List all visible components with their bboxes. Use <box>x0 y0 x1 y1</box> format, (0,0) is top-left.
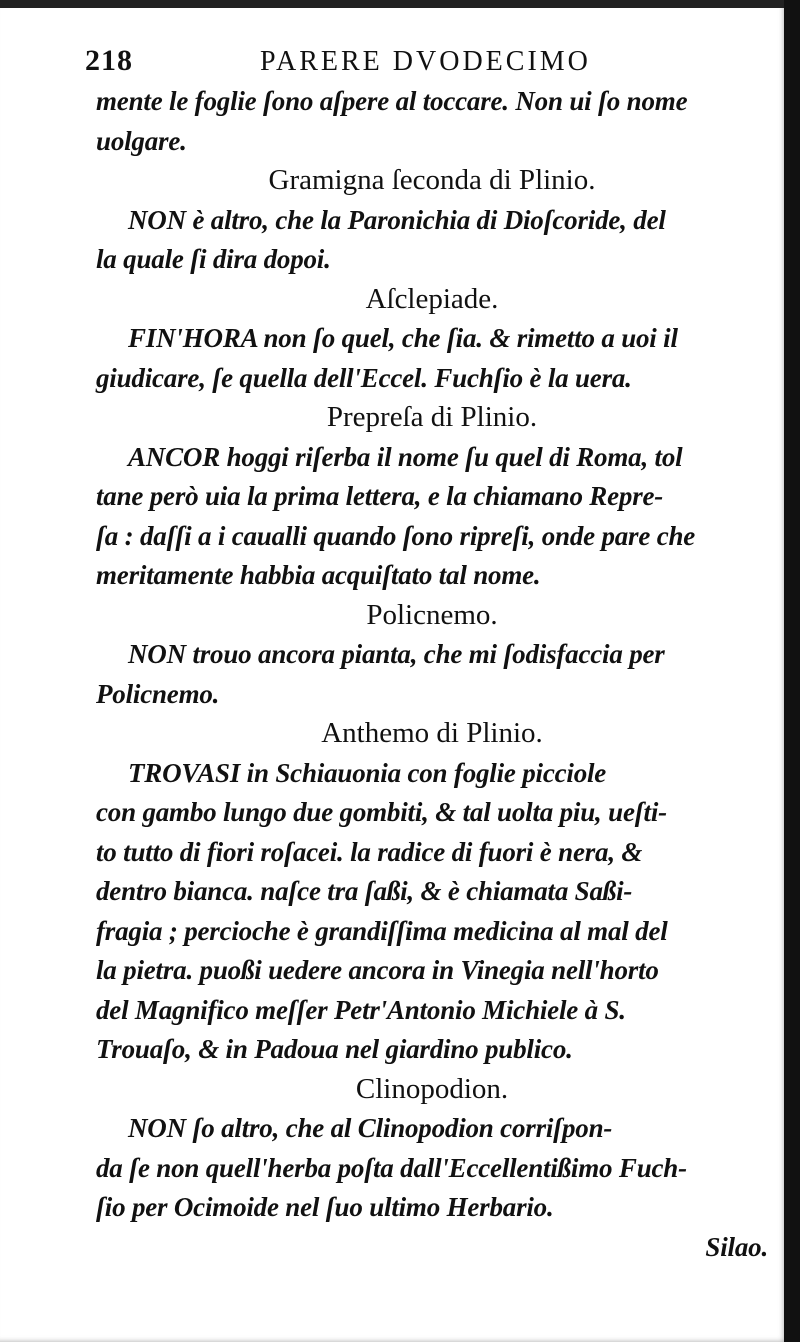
text-line: la quale ſi dira dopoi. <box>96 244 331 274</box>
text-line: la pietra. puoßi uedere ancora in Vinegia nell'horto <box>96 955 659 985</box>
page-body <box>96 82 768 1267</box>
text-line: del Magnifico meſſer Petr'Antonio Michiele à S. <box>96 994 626 1025</box>
paragraph-first-line: ANCOR hoggi riſerba il nome ſu quel di Roma, tol <box>128 441 683 472</box>
section-heading: Gramigna ſeconda di Plinio. <box>268 164 596 196</box>
text-line: meritamente habbia acquiſtato tal nome. <box>96 560 541 590</box>
text-line: fragia ; percioche è grandiſſima medicina al mal del <box>96 915 668 946</box>
page-number: 218 <box>85 44 133 77</box>
catchword: Silao. <box>705 1231 768 1262</box>
page-top-edge <box>0 0 800 8</box>
section-heading: Anthemo di Plinio. <box>321 717 543 749</box>
text-line: Policnemo. <box>96 678 220 709</box>
text-line: to tutto di fiori roſacei. la radice di fuori è nera, & <box>96 836 643 867</box>
page-binding-shadow <box>784 0 800 1342</box>
text-line: ſio per Ocimoide nel ſuo ultimo Herbario. <box>96 1192 554 1222</box>
paragraph-first-line: NON è altro, che la Paronichia di Dioſcoride, del <box>128 204 666 235</box>
section-heading: Clinopodion. <box>355 1072 509 1105</box>
text-line: con gambo lungo due gombiti, & tal uolta piu, ueſti- <box>96 797 667 827</box>
text-line: ſa : daſſi a i caualli quando ſono ripreſi, onde pare che <box>96 520 696 551</box>
paragraph-first-line: TROVASI in Schiauonia con foglie picciole <box>128 757 607 788</box>
running-title: PARERE DVODECIMO <box>260 46 591 77</box>
text-line: tane però uia la prima lettera, e la chiamano Repre- <box>96 481 664 511</box>
paragraph-first-line: NON ſo altro, che al Clinopodion corriſpon- <box>128 1113 613 1143</box>
text-line: mente le foglie ſono aſpere al toccare. Non ui ſo nome <box>96 86 688 116</box>
text-line: uolgare. <box>96 125 187 156</box>
text-line: giudicare, ſe quella dell'Eccel. Fuchſio è la uera. <box>96 362 632 393</box>
section-heading: Policnemo. <box>366 598 498 631</box>
page-header <box>85 40 765 82</box>
section-heading: Prepreſa di Plinio. <box>326 401 538 433</box>
text-line: Trouaſo, & in Padoua nel giardino publico. <box>96 1034 573 1064</box>
section-heading: Aſclepiade. <box>365 282 499 315</box>
text-line: da ſe non quell'herba poſta dall'Eccellentißimo Fuch- <box>96 1152 687 1183</box>
paragraph-first-line: FIN'HORA non ſo quel, che ſia. & rimetto a uoi il <box>128 323 678 353</box>
text-line: dentro bianca. naſce tra ſaßi, & è chiamata Saßi- <box>96 876 633 906</box>
paragraph-first-line: NON trouo ancora pianta, che mi ſodisfaccia per <box>128 639 665 669</box>
